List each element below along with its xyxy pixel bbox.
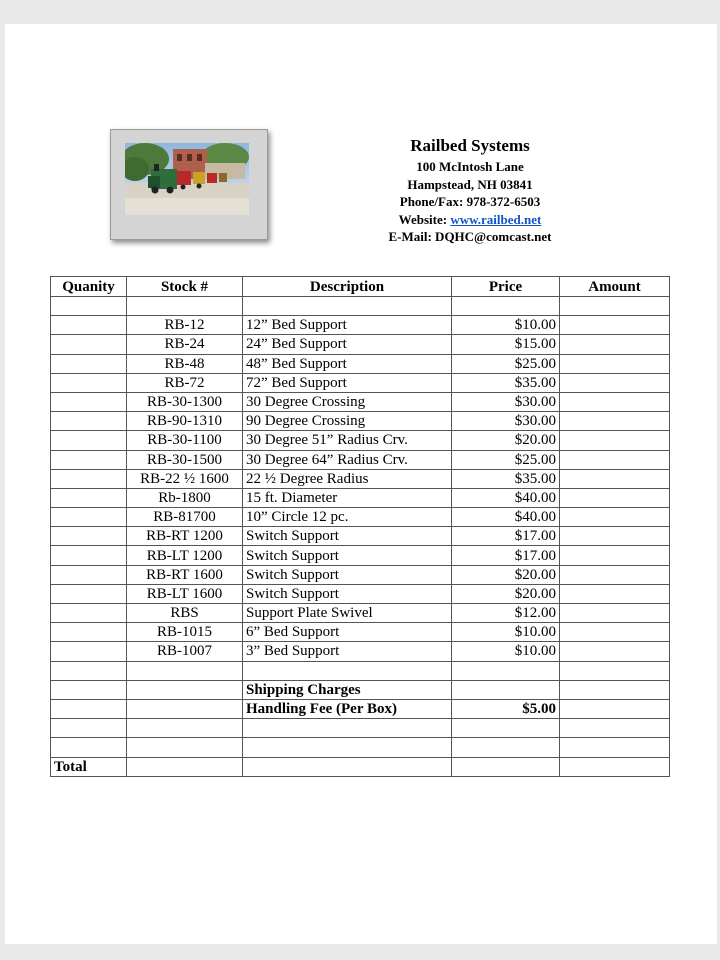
description-cell — [243, 738, 452, 757]
table-row — [51, 392, 670, 411]
col-header-quantity: Quanity — [51, 277, 127, 297]
description-cell: 10” Circle 12 pc. — [243, 508, 452, 527]
amount-cell[interactable] — [560, 527, 670, 546]
table-row — [51, 565, 670, 584]
stock-cell: RB-81700 — [127, 508, 243, 527]
price-cell — [452, 757, 560, 776]
price-cell: $40.00 — [452, 508, 560, 527]
quantity-cell[interactable] — [51, 565, 127, 584]
price-cell: $20.00 — [452, 565, 560, 584]
description-cell: Switch Support — [243, 584, 452, 603]
stock-cell: Rb-1800 — [127, 488, 243, 507]
stock-cell — [127, 699, 243, 718]
stock-cell — [127, 680, 243, 699]
price-cell: $35.00 — [452, 469, 560, 488]
price-cell — [452, 680, 560, 699]
price-cell — [452, 738, 560, 757]
amount-cell[interactable] — [560, 508, 670, 527]
website-line — [345, 211, 595, 229]
quantity-cell[interactable] — [51, 469, 127, 488]
price-cell — [452, 719, 560, 738]
handling-fee-label: Handling Fee (Per Box) — [243, 699, 452, 718]
stock-cell: RBS — [127, 604, 243, 623]
description-cell: 30 Degree 51” Radius Crv. — [243, 431, 452, 450]
price-cell: $25.00 — [452, 354, 560, 373]
train-photo — [110, 129, 268, 240]
amount-cell[interactable] — [560, 604, 670, 623]
stock-cell: RB-LT 1600 — [127, 584, 243, 603]
stock-cell: RB-12 — [127, 316, 243, 335]
price-cell: $12.00 — [452, 604, 560, 623]
table-row — [51, 623, 670, 642]
amount-cell[interactable] — [560, 450, 670, 469]
amount-cell[interactable] — [560, 335, 670, 354]
stock-cell — [127, 719, 243, 738]
stock-cell: RB-24 — [127, 335, 243, 354]
description-cell: 12” Bed Support — [243, 316, 452, 335]
table-row — [51, 469, 670, 488]
description-cell: 90 Degree Crossing — [243, 412, 452, 431]
quantity-cell[interactable] — [51, 488, 127, 507]
shipping-row — [51, 680, 670, 699]
price-cell — [452, 297, 560, 316]
price-cell: $17.00 — [452, 546, 560, 565]
stock-cell — [127, 297, 243, 316]
amount-cell[interactable] — [560, 469, 670, 488]
price-cell: $40.00 — [452, 488, 560, 507]
description-cell: 3” Bed Support — [243, 642, 452, 661]
amount-cell[interactable] — [560, 623, 670, 642]
stock-cell: RB-LT 1200 — [127, 546, 243, 565]
stock-cell: RB-1007 — [127, 642, 243, 661]
price-cell: $17.00 — [452, 527, 560, 546]
blank-row — [51, 738, 670, 757]
description-cell: 15 ft. Diameter — [243, 488, 452, 507]
amount-cell[interactable] — [560, 431, 670, 450]
train-photo-image — [125, 143, 249, 215]
order-form-table — [50, 276, 670, 777]
price-cell: $10.00 — [452, 316, 560, 335]
table-row — [51, 508, 670, 527]
stock-cell: RB-30-1300 — [127, 392, 243, 411]
quantity-cell[interactable] — [51, 623, 127, 642]
description-cell: 30 Degree 64” Radius Crv. — [243, 450, 452, 469]
stock-cell: RB-48 — [127, 354, 243, 373]
table-row — [51, 354, 670, 373]
stock-cell: RB-30-1500 — [127, 450, 243, 469]
quantity-cell[interactable] — [51, 546, 127, 565]
shipping-amount-cell[interactable] — [560, 680, 670, 699]
price-cell: $10.00 — [452, 642, 560, 661]
quantity-cell[interactable] — [51, 316, 127, 335]
table-row — [51, 584, 670, 603]
quantity-cell[interactable] — [51, 450, 127, 469]
table-row — [51, 642, 670, 661]
company-header — [345, 135, 595, 246]
header-row — [51, 277, 670, 297]
table-row — [51, 488, 670, 507]
table-row — [51, 431, 670, 450]
price-cell: $25.00 — [452, 450, 560, 469]
quantity-cell[interactable] — [51, 373, 127, 392]
amount-cell[interactable] — [560, 642, 670, 661]
table-row — [51, 450, 670, 469]
quantity-cell[interactable] — [51, 508, 127, 527]
col-header-description: Description — [243, 277, 452, 297]
amount-cell[interactable] — [560, 738, 670, 757]
description-cell: 48” Bed Support — [243, 354, 452, 373]
handling-amount-cell[interactable] — [560, 699, 670, 718]
phone-fax: Phone/Fax: 978-372-6503 — [399, 194, 541, 209]
handling-row — [51, 699, 670, 718]
description-cell: 6” Bed Support — [243, 623, 452, 642]
price-cell: $15.00 — [452, 335, 560, 354]
price-cell: $30.00 — [452, 412, 560, 431]
price-cell: $20.00 — [452, 431, 560, 450]
stock-cell — [127, 738, 243, 757]
description-cell: Support Plate Swivel — [243, 604, 452, 623]
quantity-cell[interactable] — [51, 604, 127, 623]
website-label: Website: — [398, 211, 451, 227]
quantity-cell[interactable] — [51, 738, 127, 757]
table-row — [51, 335, 670, 354]
description-cell — [243, 661, 452, 680]
price-cell: $30.00 — [452, 392, 560, 411]
table-row — [51, 604, 670, 623]
quantity-cell[interactable] — [51, 297, 127, 316]
total-amount-cell[interactable] — [560, 757, 670, 776]
amount-cell[interactable] — [560, 392, 670, 411]
stock-cell: RB-22 ½ 1600 — [127, 469, 243, 488]
col-header-amount: Amount — [560, 277, 670, 297]
quantity-cell[interactable] — [51, 335, 127, 354]
quantity-cell[interactable] — [51, 661, 127, 680]
company-name: Railbed Systems — [410, 136, 530, 155]
amount-cell[interactable] — [560, 354, 670, 373]
table-row — [51, 412, 670, 431]
total-label: Total — [51, 757, 127, 776]
description-cell: 30 Degree Crossing — [243, 392, 452, 411]
description-cell: Switch Support — [243, 565, 452, 584]
blank-row — [51, 297, 670, 316]
quantity-cell[interactable] — [51, 527, 127, 546]
amount-cell[interactable] — [560, 297, 670, 316]
amount-cell[interactable] — [560, 412, 670, 431]
handling-fee-price: $5.00 — [452, 699, 560, 718]
stock-cell — [127, 661, 243, 680]
table-body — [51, 297, 670, 777]
address-line-1: 100 McIntosh Lane — [416, 159, 524, 174]
col-header-stock: Stock # — [127, 277, 243, 297]
quantity-cell[interactable] — [51, 719, 127, 738]
document-page — [5, 24, 717, 944]
description-cell: 24” Bed Support — [243, 335, 452, 354]
quantity-cell[interactable] — [51, 642, 127, 661]
amount-cell[interactable] — [560, 719, 670, 738]
price-cell: $35.00 — [452, 373, 560, 392]
quantity-cell[interactable] — [51, 412, 127, 431]
description-cell: Switch Support — [243, 546, 452, 565]
description-cell — [243, 757, 452, 776]
email-line: E-Mail: DQHC@comcast.net — [388, 229, 552, 244]
stock-cell — [127, 757, 243, 776]
amount-cell[interactable] — [560, 546, 670, 565]
amount-cell[interactable] — [560, 584, 670, 603]
amount-cell[interactable] — [560, 316, 670, 335]
quantity-cell[interactable] — [51, 392, 127, 411]
quantity-cell[interactable] — [51, 680, 127, 699]
shipping-charges-label: Shipping Charges — [243, 680, 452, 699]
stock-cell: RB-90-1310 — [127, 412, 243, 431]
total-row — [51, 757, 670, 776]
description-cell — [243, 719, 452, 738]
stock-cell: RB-RT 1600 — [127, 565, 243, 584]
description-cell — [243, 297, 452, 316]
quantity-cell[interactable] — [51, 354, 127, 373]
stock-cell: RB-RT 1200 — [127, 527, 243, 546]
price-cell: $20.00 — [452, 584, 560, 603]
price-cell — [452, 661, 560, 680]
description-cell: 72” Bed Support — [243, 373, 452, 392]
website-link[interactable]: www.railbed.net — [450, 211, 542, 227]
address-line-2: Hampstead, NH 03841 — [407, 176, 533, 192]
table-row — [51, 316, 670, 335]
amount-cell[interactable] — [560, 661, 670, 680]
amount-cell[interactable] — [560, 488, 670, 507]
table-row — [51, 546, 670, 565]
blank-row — [51, 719, 670, 738]
description-cell: 22 ½ Degree Radius — [243, 469, 452, 488]
blank-row — [51, 661, 670, 680]
table-row — [51, 373, 670, 392]
stock-cell: RB-30-1100 — [127, 431, 243, 450]
price-cell: $10.00 — [452, 623, 560, 642]
amount-cell[interactable] — [560, 565, 670, 584]
quantity-cell[interactable] — [51, 431, 127, 450]
stock-cell: RB-72 — [127, 373, 243, 392]
amount-cell[interactable] — [560, 373, 670, 392]
quantity-cell[interactable] — [51, 584, 127, 603]
stock-cell: RB-1015 — [127, 623, 243, 642]
description-cell: Switch Support — [243, 527, 452, 546]
table-row — [51, 527, 670, 546]
col-header-price: Price — [452, 277, 560, 297]
quantity-cell[interactable] — [51, 699, 127, 718]
